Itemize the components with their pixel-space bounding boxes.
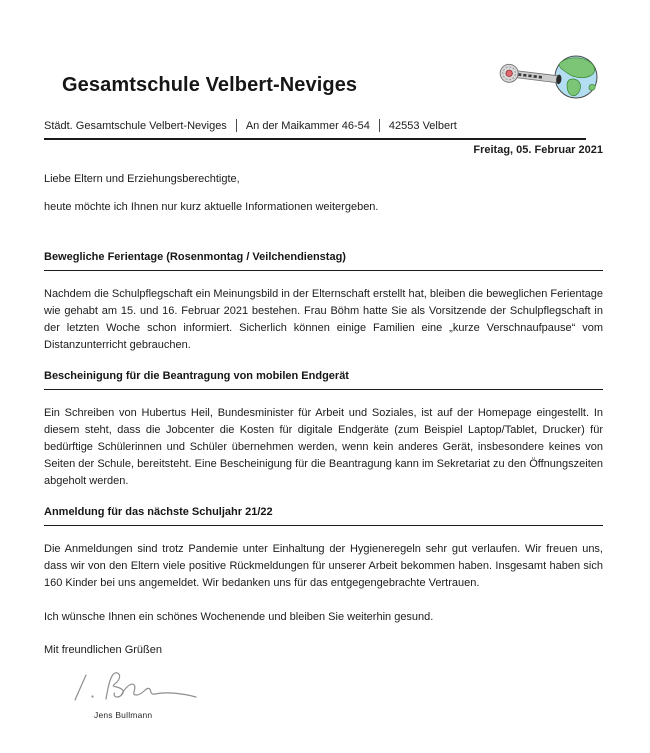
section-heading: Anmeldung für das nächste Schuljahr 21/22 [44,504,603,526]
page-title: Gesamtschule Velbert-Neviges [62,74,358,96]
signer-name: Jens Bullmann [94,710,153,720]
signature-handwriting [70,668,205,706]
letter-body [44,171,603,659]
section-anmeldung [44,504,603,592]
letter-date: Freitag, 05. Februar 2021 [473,144,603,156]
key-icon [499,63,562,88]
valediction: Mit freundlichen Grüßen [44,644,162,656]
address-school: Städt. Gesamtschule Velbert-Neviges [44,119,227,132]
address-line [44,119,586,140]
section-body: Ein Schreiben von Hubertus Heil, Bundesminister für Arbeit und Soziales, ist auf der Homepage eingestellt. In diesem steht, dass die Jobcenter die Kosten für digitale Endgeräte (zum Beispiel Laptop/Tablet, Drucker) für bedürftige Schülerinnen und Schüler übernehmen werden, wenn kein anderes Gerät, insbesondere keines von Seiten der Schule, bereitsteht. Eine Bescheinigung für die Beantragung kann im Sekretariat zu den Öffnungszeiten abgeholt werden. [44,407,603,487]
section-body: Die Anmeldungen sind trotz Pandemie unter Einhaltung der Hygieneregeln sehr gut verlaufen. Wir freuen uns, dass wir von den Eltern viele positive Rückmeldungen für unserer Arbeit bekommen haben. Insgesamt haben sich 160 Kinder bei uns angemeldet. Wir bedanken uns für das entgegengebrachte Vertrauen. [44,543,603,589]
intro-line: heute möchte ich Ihnen nur kurz aktuelle Informationen weitergeben. [44,201,379,213]
section-body: Nachdem die Schulpflegschaft ein Meinungsbild in der Elternschaft erstellt hat, bleiben die beweglichen Ferientage wie gehabt am 15. und 16. Februar 2021 bestehen. Frau Böhm hatte Sie als Vorsitzende der Schulpflegschaft in der letzten Woche schon informiert. Sicherlich können einige Familien eine „kurze Verschnaufpause“ vom Distanzunterricht gebrauchen. [44,288,603,351]
section-heading: Bescheinigung für die Beantragung von mobilen Endgerät [44,368,603,390]
address-divider [236,119,237,132]
section-bescheinigung [44,368,603,490]
closing-wish: Ich wünsche Ihnen ein schönes Wochenende und bleiben Sie weiterhin gesund. [44,611,434,623]
section-heading: Bewegliche Ferientage (Rosenmontag / Veilchendienstag) [44,249,603,271]
address-city: 42553 Velbert [388,119,457,132]
address-divider [379,119,380,132]
address-street: An der Maikammer 46-54 [245,119,370,132]
salutation: Liebe Eltern und Erziehungsberechtigte, [44,173,240,185]
globe-key-logo-icon [497,54,602,102]
section-ferientage [44,249,603,354]
